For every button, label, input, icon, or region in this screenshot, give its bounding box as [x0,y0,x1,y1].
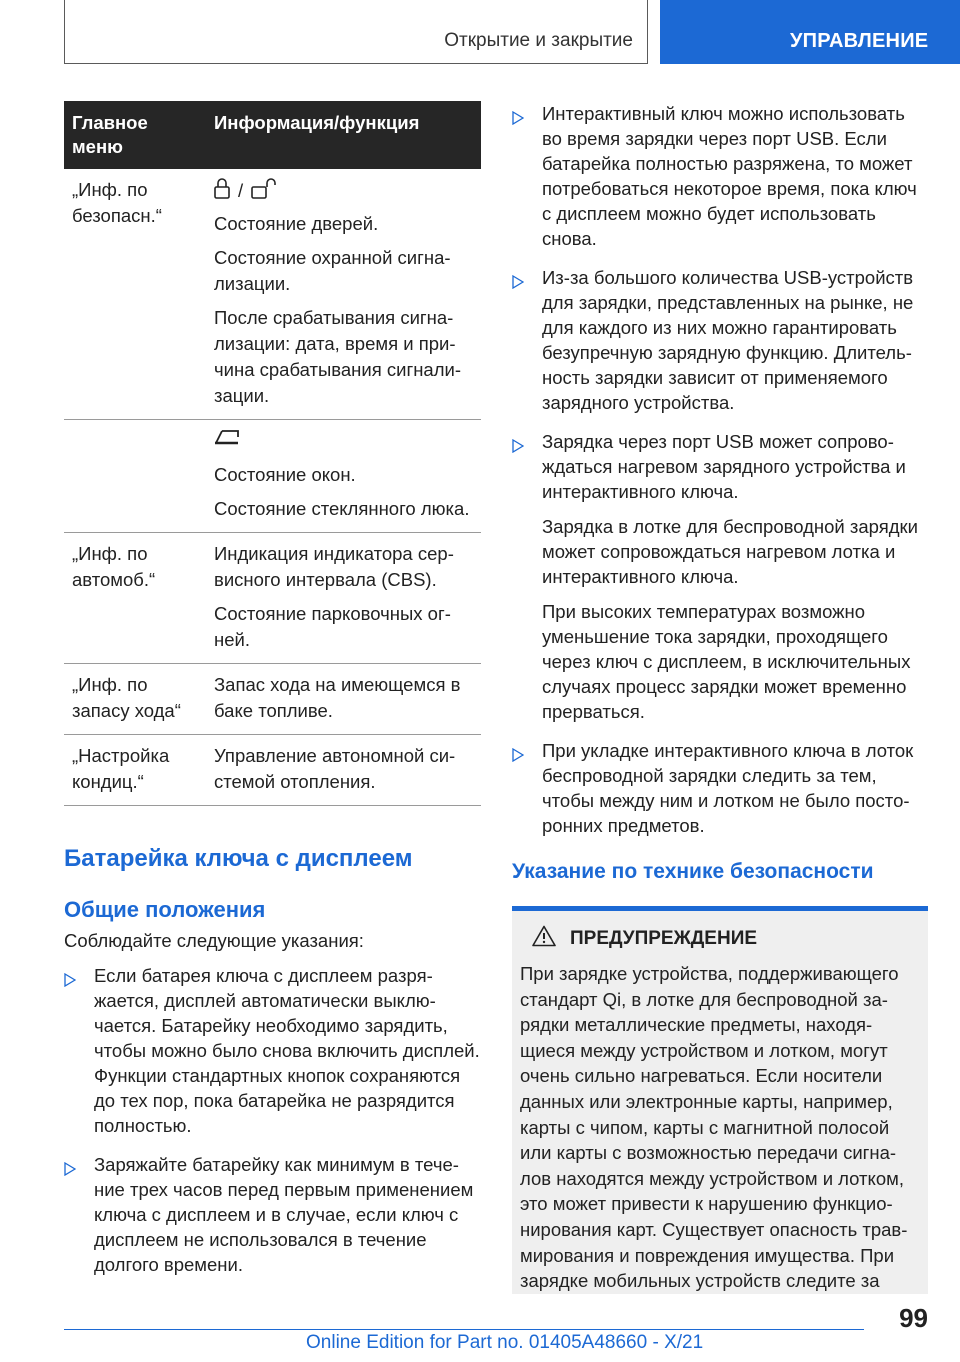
triangle-bullet-icon [64,968,76,993]
lock-open-icon [251,177,277,206]
header-chapter-title: УПРАВЛЕНИЕ [790,30,929,52]
list-item [512,101,928,251]
table-header-menu: Главное меню [64,101,206,169]
list-item-text: Из-за большого количества USB-устройств для зарядки, представленных на рынке, не для каждого из них можно гарантировать безупречную зарядную функцию. Длительность зарядки зависит от применяемого зарядного устройства. [542,267,914,413]
warning-box [512,906,928,1294]
list-item-text: Интерактивный ключ можно использовать во время зарядки через порт USB. Если батарейка полностью разряжена, то может потребоваться некоторое время, пока ключ с дисплеем можно будет использовать снова. [542,103,917,249]
list-item-text: При высоких температурах возможно уменьшение тока зарядки, проходящего через ключ с дисплеем, в исключительных случаях процесс зарядки может временно прерваться. [542,601,911,722]
info-cell [206,664,481,735]
triangle-bullet-icon [512,270,524,295]
warning-label: ПРЕДУПРЕЖДЕНИЕ [570,928,758,949]
warning-triangle-icon [532,925,556,953]
left-column [64,101,481,1291]
header-section-box [64,0,648,64]
page-number: 99 [899,1303,928,1333]
info-cell [206,420,481,533]
info-line: Состояние окон. [214,464,356,485]
info-cell [206,735,481,806]
info-line: Состояние дверей. [214,213,379,234]
menu-cell: „Настройка кондиц.“ [64,735,206,806]
info-cell [206,169,481,420]
info-line: Состояние охранной сигнализации. [214,247,451,294]
table-row [64,533,481,664]
window-icon [214,429,240,456]
section-intro: Соблюдайте следующие указания: [64,930,364,951]
list-item-text: Если батарея ключа с дисплеем разряжается, дисплей автоматически выключается. Батарейку необходимо зарядить, чтобы можно было снова включить дисплей. Функции стандартных кнопок сохраняются до тех пор, пока батарейка не разрядится полностью. [94,965,480,1136]
warning-text: При зарядке устройства, поддерживающего стандарт Qi, в лотке для беспроводной зарядки металлические предметы, находящиеся между устройством и лотком, могут очень сильно нагреваться. Если носители данных или электронные карты, например, карты с чипом, карты с магнитной полосой или карты с возможностью передачи сигналов находятся между устройством и лотком, это может привести к нарушению функционирования карт. Существует опасность травмирования и повреждения имущества. При зарядке мобильных устройств следите за [520,963,908,1292]
safety-title: Указание по технике безопасности [512,860,874,883]
list-item-text: При укладке интерактивного ключа в лоток беспроводной зарядки следить за тем, чтобы между ним и лотком не было посторонних предметов. [542,740,914,836]
menu-cell: „Инф. по автомоб.“ [64,533,206,664]
info-line: Индикация индикатора сервисного интервала (CBS). [214,543,454,590]
menu-cell: „Инф. по запасу хода“ [64,664,206,735]
info-line: После срабатывания сигнализации: дата, время и причина срабатывания сигнализации. [214,307,462,406]
table-row [64,664,481,735]
table-row [64,735,481,806]
info-cell [206,533,481,664]
triangle-bullet-icon [512,434,524,459]
table-row [64,169,481,420]
right-column [512,101,928,1294]
info-line: Управление автономной системой отопления. [214,745,456,792]
footer-edition: Online Edition for Part no. 01405A48660 - X/21 [306,1332,704,1353]
icon-separator: / [238,180,244,201]
list-item-text: Заряжайте батарейку как минимум в течение трех часов перед первым применением ключа с дисплеем и в случае, если ключ с дисплеем не использовался в течение долгого времени. [94,1154,474,1275]
bullet-list-left [64,963,481,1277]
menu-cell: „Инф. по безопасн.“ [64,169,206,420]
info-line: Состояние парковочных огней. [214,603,451,650]
triangle-bullet-icon [512,743,524,768]
info-line: Запас хода на имеющемся в баке топливе. [214,674,461,721]
list-item-text: Зарядка в лотке для беспроводной зарядки может сопровождаться нагревом лотка и интерактивного ключа. [542,516,918,587]
header-section-title: Открытие и закрытие [444,30,633,51]
header-chapter-tab [660,0,960,64]
list-item [64,1152,481,1277]
triangle-bullet-icon [512,106,524,131]
table-header-info: Информация/функция [206,101,481,169]
bullet-list-right [512,101,928,838]
list-item [512,738,928,838]
table-row [64,420,481,533]
info-line: Состояние стеклянного люка. [214,498,470,519]
list-item-text: Зарядка через порт USB может сопровождаться нагревом зарядного устройства и интерактивного ключа. [542,431,906,502]
lock-closed-icon [214,177,230,206]
section-title: Батарейка ключа с дисплеем [64,845,413,872]
section-subtitle: Общие положения [64,897,266,922]
menu-cell [64,420,206,533]
triangle-bullet-icon [64,1157,76,1182]
list-item [64,963,481,1138]
list-item [512,429,928,724]
list-item [512,265,928,415]
footer-divider [64,1329,864,1330]
menu-table [64,101,481,806]
